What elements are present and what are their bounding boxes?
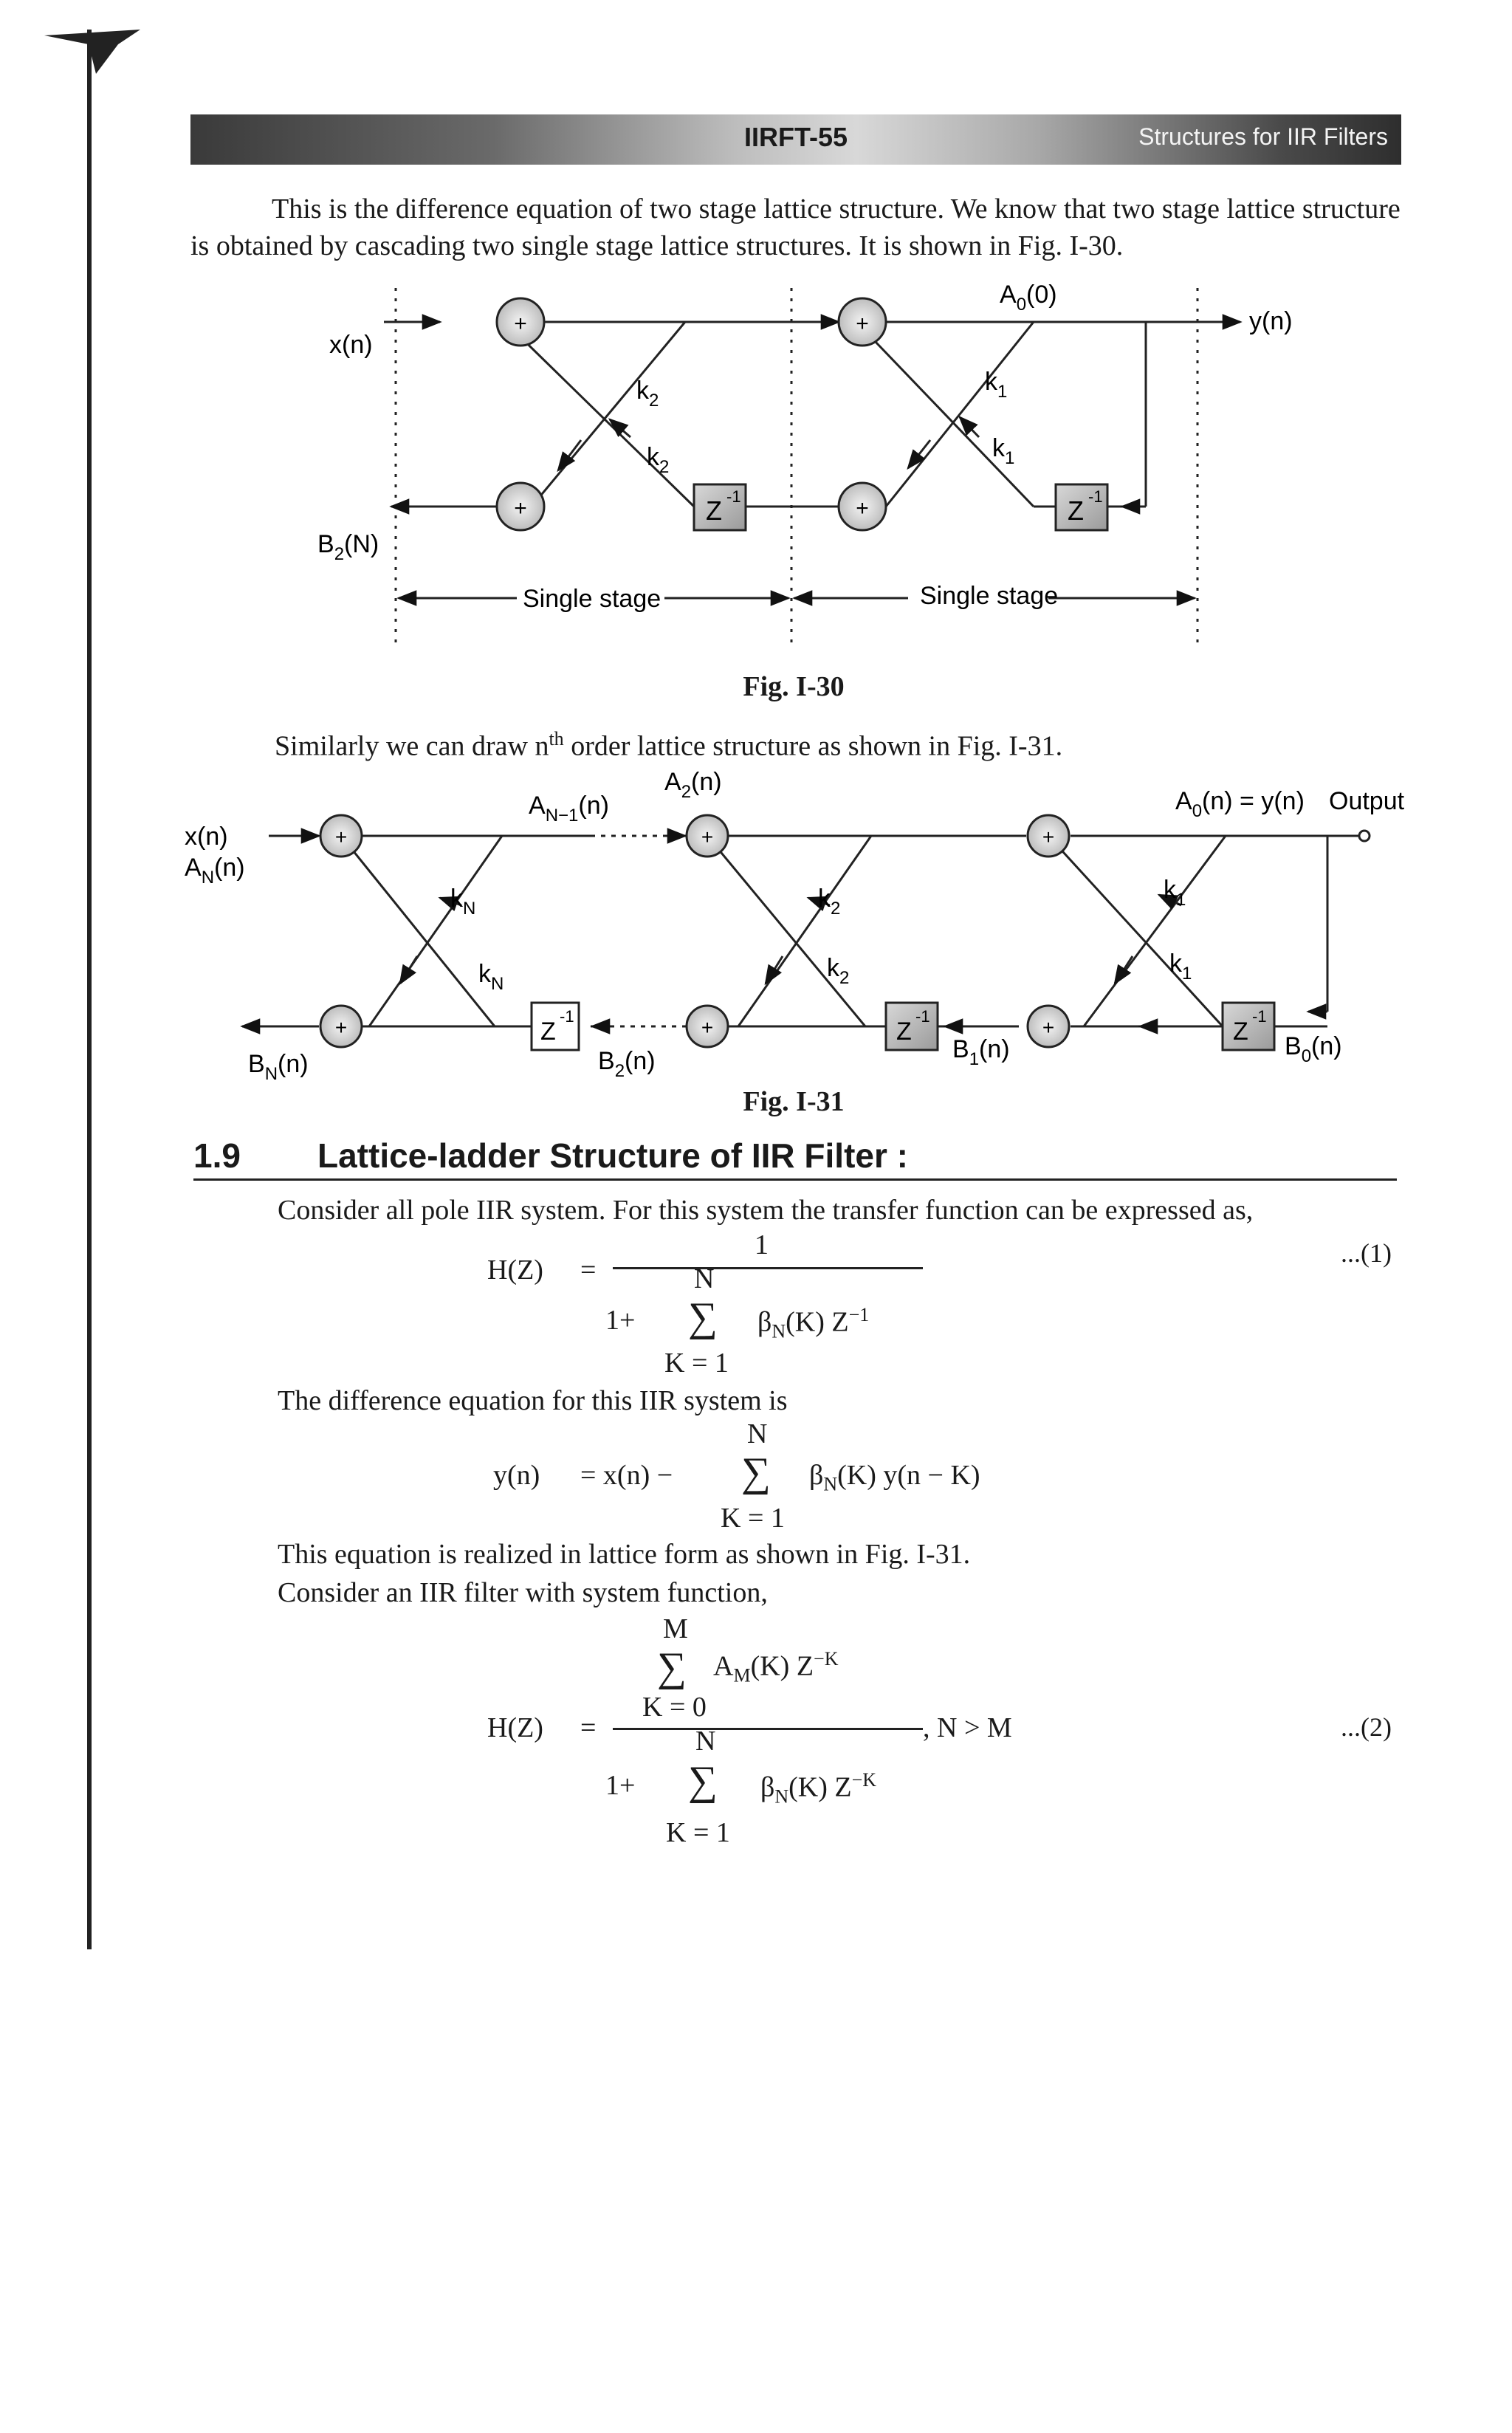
binding-staple-mark bbox=[44, 30, 140, 74]
delay-exponent: -1 bbox=[560, 1007, 574, 1026]
eq1-den-term: $\beta_N(K)$ $Z^{-1}$ bbox=[757, 1304, 870, 1342]
output-label: Output bbox=[1329, 787, 1405, 815]
figure-i-31-diagram bbox=[177, 768, 1418, 1085]
eq2-equals: = bbox=[580, 1712, 597, 1743]
eq2-den-lower: K = 1 bbox=[666, 1817, 730, 1848]
eq2-den-upper: N bbox=[695, 1726, 716, 1757]
delay-label: Z bbox=[1068, 495, 1084, 526]
adder-symbol: + bbox=[1042, 1016, 1055, 1039]
output-label: y(n) bbox=[1249, 307, 1293, 335]
eq1-numerator: 1 bbox=[755, 1229, 769, 1260]
delay-exponent: -1 bbox=[1088, 487, 1103, 506]
delay-exponent: -1 bbox=[915, 1007, 930, 1026]
page-number: IIRFT-55 bbox=[743, 122, 848, 152]
stage-label-1: Single stage bbox=[523, 585, 662, 613]
iir-system-paragraph: Consider an IIR filter with system function, bbox=[278, 1577, 768, 1608]
k2-upper: $k_2$ bbox=[636, 377, 659, 411]
all-pole-paragraph: Consider all pole IIR system. For this system the transfer function can be expressed as, bbox=[278, 1195, 1254, 1226]
delay-label: Z bbox=[1233, 1018, 1248, 1046]
delay-exponent: -1 bbox=[1252, 1007, 1267, 1026]
an-1-label: $A_{N-1}(n)$ bbox=[529, 792, 609, 826]
kn-upper: $k_N$ bbox=[450, 885, 476, 919]
section-title: Lattice-ladder Structure of IIR Filter : bbox=[317, 1136, 908, 1175]
input-label: x(n) bbox=[329, 331, 373, 359]
k1-lower: $k_1$ bbox=[1169, 950, 1192, 984]
adder-symbol: + bbox=[514, 312, 527, 336]
section-number: 1.9 bbox=[193, 1136, 241, 1175]
difference-eq-intro: The difference equation for this IIR system is bbox=[278, 1385, 788, 1416]
page-binding-line bbox=[87, 30, 92, 1949]
diff-lhs: y(n) bbox=[493, 1460, 540, 1491]
adder-symbol: + bbox=[334, 826, 348, 848]
adder-symbol: + bbox=[856, 312, 869, 336]
k1-lower: $k_1$ bbox=[992, 434, 1015, 468]
eq2-num-sigma: ∑ bbox=[657, 1644, 687, 1690]
delay-label: Z bbox=[540, 1018, 556, 1046]
lattice-form-paragraph: This equation is realized in lattice form as shown in Fig. I-31. bbox=[278, 1539, 971, 1570]
b2-label: $B_2(n)$ bbox=[598, 1047, 656, 1081]
eq2-number: ...(2) bbox=[1341, 1712, 1392, 1742]
eq2-num-upper: M bbox=[663, 1613, 688, 1644]
diff-sigma: ∑ bbox=[741, 1449, 771, 1495]
eq2-num-term: $A_M(K)$ $Z^{-K}$ bbox=[713, 1648, 839, 1686]
nth-order-paragraph: Similarly we can draw $n^{th}$ order lattice structure as shown in Fig. I-31. bbox=[275, 728, 1063, 762]
eq1-den-prefix: 1+ bbox=[605, 1305, 636, 1336]
input-x-label: x(n) bbox=[185, 823, 228, 851]
k2-upper: $k_2$ bbox=[818, 885, 841, 919]
delay-label: Z bbox=[706, 495, 722, 526]
running-header bbox=[190, 114, 1401, 165]
a0-label: $A_0(0)$ bbox=[1000, 281, 1057, 315]
eq2-den-sigma: ∑ bbox=[688, 1758, 718, 1804]
eq2-num-lower: K = 0 bbox=[642, 1692, 707, 1723]
adder-symbol: + bbox=[856, 496, 869, 521]
eq2-fraction-bar bbox=[613, 1728, 923, 1730]
eq1-lower-limit: K = 1 bbox=[664, 1348, 729, 1379]
diff-rhs-term: $\beta_N(K) y(n - K)$ bbox=[809, 1460, 980, 1495]
delay-label: Z bbox=[896, 1018, 912, 1046]
diff-rhs-prefix: = x(n) − bbox=[580, 1460, 673, 1491]
eq1-number: ...(1) bbox=[1341, 1238, 1392, 1268]
eq1-lhs: H(Z) bbox=[487, 1255, 543, 1286]
eq1-upper-limit: N bbox=[694, 1263, 715, 1294]
diff-upper-limit: N bbox=[747, 1418, 768, 1449]
adder-symbol: + bbox=[701, 1016, 714, 1039]
figure-i-30-diagram bbox=[295, 281, 1314, 650]
eq1-sigma: ∑ bbox=[688, 1294, 718, 1340]
figure-i-31-caption: Fig. I-31 bbox=[743, 1086, 845, 1117]
bn-label: $B_N(n)$ bbox=[248, 1050, 309, 1084]
b1-label: $B_1(n)$ bbox=[952, 1035, 1010, 1069]
eq1-equals: = bbox=[580, 1255, 597, 1286]
section-heading bbox=[193, 1133, 1397, 1181]
k2-lower: $k_2$ bbox=[647, 443, 670, 477]
eq2-den-term: $\beta_N(K)$ $Z^{-K}$ bbox=[760, 1769, 877, 1808]
adder-symbol: + bbox=[1042, 826, 1055, 848]
eq2-lhs: H(Z) bbox=[487, 1712, 543, 1743]
kn-lower: $k_N$ bbox=[478, 960, 504, 994]
delay-exponent: -1 bbox=[726, 487, 741, 506]
a0-label: $A_0(n) = y(n)$ bbox=[1175, 787, 1305, 821]
figure-i-30-caption: Fig. I-30 bbox=[743, 671, 845, 702]
stage-label-2: Single stage bbox=[920, 582, 1059, 610]
a2-label: $A_2(n)$ bbox=[664, 768, 722, 802]
an-label: $A_N(n)$ bbox=[185, 854, 245, 888]
diff-lower-limit: K = 1 bbox=[721, 1503, 785, 1534]
k1-upper: $k_1$ bbox=[985, 368, 1008, 402]
eq2-condition: , N > M bbox=[923, 1712, 1012, 1743]
eq1-fraction-bar bbox=[613, 1267, 923, 1269]
adder-symbol: + bbox=[701, 826, 714, 848]
k2-lower: $k_2$ bbox=[827, 954, 850, 988]
running-section-title: Structures for IIR Filters bbox=[1138, 123, 1388, 150]
eq2-den-prefix: 1+ bbox=[605, 1770, 636, 1801]
intro-paragraph: This is the difference equation of two stage lattice structure. We know that two stage lattice structure is obtained by cascading two single stage lattice structures. It is shown in Fig. I-30. bbox=[190, 193, 1401, 261]
adder-symbol: + bbox=[514, 496, 527, 521]
b2-label: $B_2(N)$ bbox=[317, 530, 379, 564]
adder-symbol: + bbox=[334, 1016, 348, 1039]
b0-label: $B_0(n)$ bbox=[1285, 1032, 1342, 1066]
k1-upper: $k_1$ bbox=[1164, 876, 1186, 910]
